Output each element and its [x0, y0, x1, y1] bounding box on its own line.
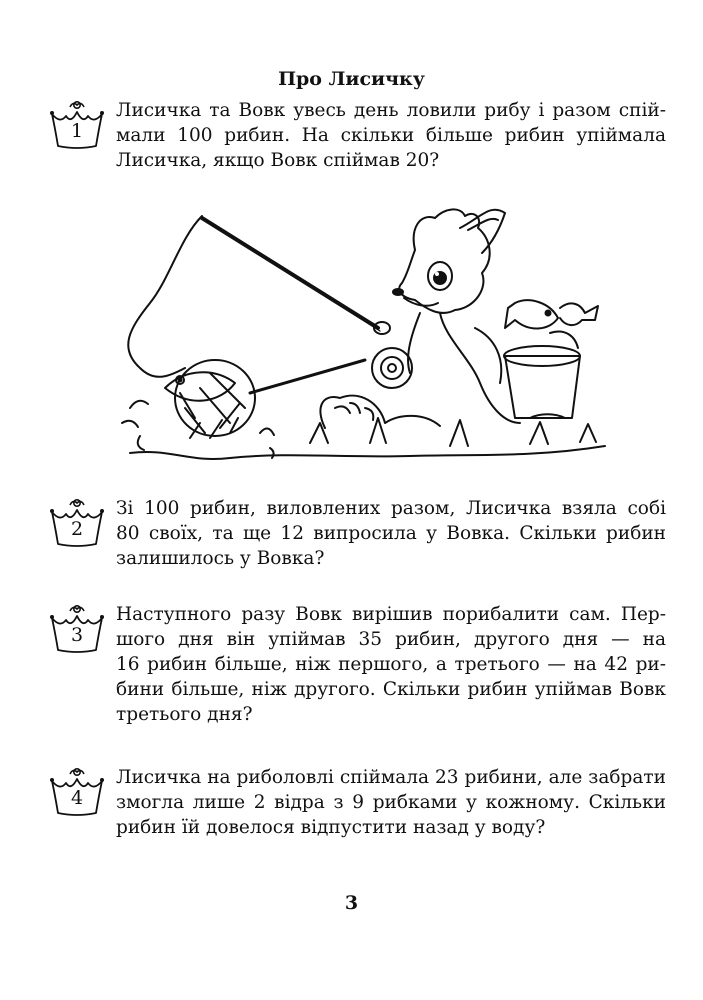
- text-line: рибин їй довелося відпустити назад у воду?: [116, 817, 546, 838]
- problem-text: [116, 98, 666, 173]
- text-line: залишилось у Вовка?: [116, 548, 325, 569]
- crown-icon: [46, 98, 108, 158]
- text-line: Лисичка та Вовк увесь день ловили рибу і разом спій-: [116, 100, 666, 121]
- problem-text: [116, 765, 666, 840]
- text-line: Зі 100 рибин, виловлених разом, Лисичка взяла собі: [116, 498, 666, 519]
- text-line: шого дня він упіймав 35 рибин, другого дня — на: [116, 629, 666, 650]
- crown-icon: [46, 765, 108, 825]
- fox-fishing-illustration: [110, 208, 610, 470]
- text-line: третього дня?: [116, 704, 253, 725]
- text-line: змогла лише 2 відра з 9 рибками у кожному. Скільки: [116, 792, 666, 813]
- problem-number: 4: [70, 787, 84, 809]
- crown-icon: [46, 496, 108, 556]
- text-line: 80 своїх, та ще 12 випросила у Вовка. Скільки рибин: [116, 523, 666, 544]
- problem-number: 3: [70, 624, 84, 646]
- text-line: бини більше, ніж другого. Скільки рибин упіймав Вовк: [116, 679, 666, 700]
- text-line: 16 рибин більше, ніж першого, а третього — на 42 ри-: [116, 654, 666, 675]
- problem-number: 1: [70, 120, 84, 142]
- text-line: мали 100 рибин. На скільки більше рибин упіймала: [116, 125, 666, 146]
- crown-icon: [46, 602, 108, 662]
- page-number: 3: [344, 892, 359, 914]
- problem-text: [116, 496, 666, 571]
- problem-number: 2: [70, 518, 84, 540]
- page-title: Про Лисичку: [278, 68, 425, 90]
- text-line: Лисичка, якщо Вовк спіймав 20?: [116, 150, 440, 171]
- text-line: Наступного разу Вовк вирішив порибалити сам. Пер-: [116, 604, 666, 625]
- problem-text: [116, 602, 666, 727]
- text-line: Лисичка на риболовлі спіймала 23 рибини, але забрати: [116, 767, 666, 788]
